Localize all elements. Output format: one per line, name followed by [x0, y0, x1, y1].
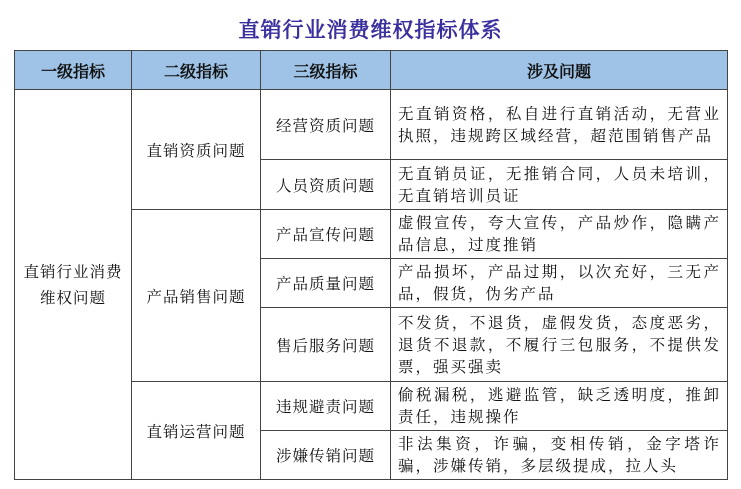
level2-cell: 直销资质问题: [132, 90, 261, 210]
header-level1: 一级指标: [15, 51, 132, 90]
issues-cell: 无直销资格，私自进行直销活动，无营业执照，违规跨区域经营，超范围销售产品: [391, 90, 728, 160]
table-row: [15, 90, 728, 160]
level3-cell: 人员资质问题: [261, 160, 391, 210]
level2-cell: 直销运营问题: [132, 382, 261, 480]
level1-cell: 直销行业消费维权问题: [15, 90, 132, 480]
level3-cell: 违规避责问题: [261, 382, 391, 431]
level3-cell: 产品宣传问题: [261, 210, 391, 259]
level2-cell: 产品销售问题: [132, 210, 261, 382]
page-title: 直销行业消费维权指标体系: [238, 18, 503, 42]
issues-cell: 不发货，不退货，虚假发货，态度恶劣，退货不退款，不履行三包服务，不提供发票，强买强卖: [391, 308, 728, 382]
level3-cell: 经营资质问题: [261, 90, 391, 160]
header-row: [15, 51, 728, 90]
issues-cell: 产品损坏，产品过期，以次充好，三无产品，假货，伪劣产品: [391, 259, 728, 308]
issues-cell: 无直销员证，无推销合同，人员未培训，无直销培训员证: [391, 160, 728, 210]
issues-cell: 偷税漏税，逃避监管，缺乏透明度，推卸责任，违规操作: [391, 382, 728, 431]
indicator-table: [14, 50, 728, 480]
header-level3: 三级指标: [261, 51, 391, 90]
issues-cell: 虚假宣传，夸大宣传，产品炒作，隐瞒产品信息，过度推销: [391, 210, 728, 259]
header-issues: 涉及问题: [391, 51, 728, 90]
level3-cell: 售后服务问题: [261, 308, 391, 382]
level3-cell: 产品质量问题: [261, 259, 391, 308]
header-level2: 二级指标: [132, 51, 261, 90]
level3-cell: 涉嫌传销问题: [261, 431, 391, 480]
issues-cell: 非法集资，诈骗，变相传销，金字塔诈骗，涉嫌传销，多层级提成，拉人头: [391, 431, 728, 480]
